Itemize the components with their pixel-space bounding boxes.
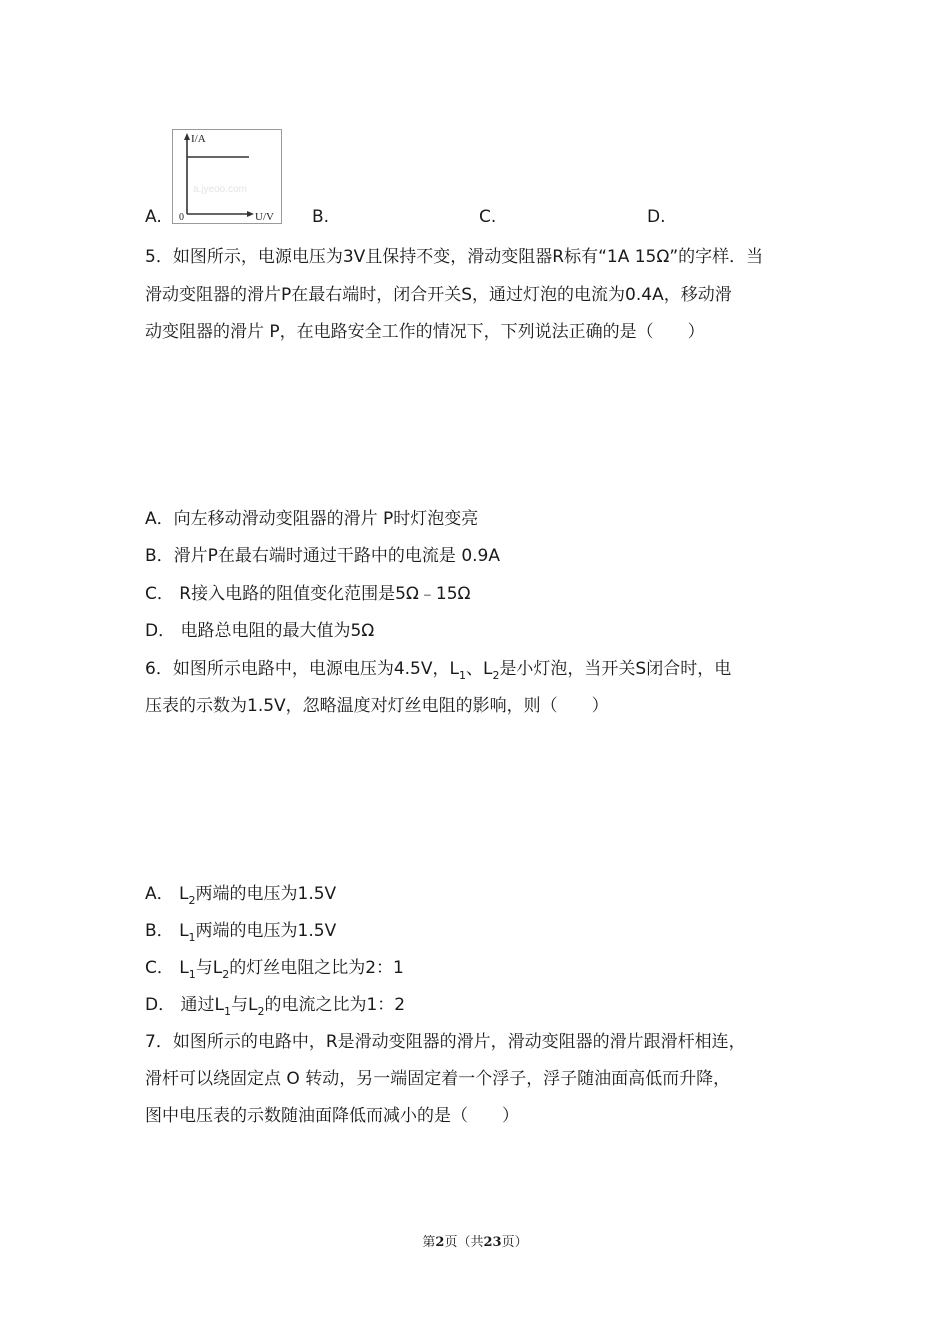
- q5-stem-line-2: 滑动变阻器的滑片P在最右端时，闭合开关S，通过灯泡的电流为0.4A，移动滑: [145, 285, 732, 305]
- q6-c-sub2: 2: [222, 968, 230, 981]
- current-voltage-graph: [173, 130, 283, 225]
- q6-c-suffix: 的灯丝电阻之比为2：1: [229, 958, 404, 978]
- q6-option-a: [145, 883, 336, 905]
- q6-c-mid: 与L: [195, 958, 223, 978]
- x-axis-label: U/V: [255, 211, 274, 223]
- origin-label: 0: [179, 212, 184, 223]
- q6-line1-suffix: 是小灯泡，当开关S闭合时，电: [499, 659, 732, 679]
- watermark-text: a.jyeoo.com: [193, 184, 247, 195]
- q5-option-c: C． R接入电路的阻值变化范围是5Ω﹣15Ω: [145, 584, 471, 604]
- q6-a-sub: 2: [188, 894, 196, 907]
- q4-option-d-label: D.: [647, 207, 666, 227]
- q4-option-c-label: C.: [479, 207, 497, 227]
- q6-d-mid: 与L: [230, 995, 258, 1015]
- q5-option-d: D． 电路总电阻的最大值为5Ω: [145, 621, 375, 641]
- q6-b-sub: 1: [188, 931, 196, 944]
- q6-option-b: [145, 920, 336, 942]
- footer-page-number: 2: [435, 1235, 445, 1250]
- q5-option-b: B．滑片P在最右端时通过干路中的电流是 0.9A: [145, 546, 500, 566]
- q5-stem-line-1: 5．如图所示，电源电压为3V且保持不变，滑动变阻器R标有“1A 15Ω”的字样．当: [145, 247, 764, 267]
- q6-stem-line-2: 压表的示数为1.5V，忽略温度对灯丝电阻的影响，则（ ）: [145, 696, 609, 716]
- q6-line1-sub2: 2: [492, 669, 500, 682]
- q4-option-b-label: B.: [312, 207, 330, 227]
- y-axis-label: I/A: [191, 133, 206, 145]
- q7-stem-line-1: 7．如图所示的电路中，R是滑动变阻器的滑片，滑动变阻器的滑片跟滑杆相连，: [145, 1032, 746, 1052]
- y-axis-arrow-icon: [184, 133, 190, 140]
- q7-stem-line-3: 图中电压表的示数随油面降低而减小的是（ ）: [145, 1106, 519, 1126]
- q6-line1-sub1: 1: [458, 669, 466, 682]
- q6-a-prefix: A． L: [145, 884, 189, 904]
- page-footer: [0, 1231, 950, 1250]
- q6-d-prefix: D． 通过L: [145, 995, 224, 1015]
- q4-option-a-graph: [172, 129, 282, 224]
- q6-stem-line-1: [145, 658, 731, 680]
- q5-stem-line-3: 动变阻器的滑片 P，在电路安全工作的情况下，下列说法正确的是（ ）: [145, 322, 705, 342]
- footer-total-pages: 23: [483, 1235, 502, 1250]
- q6-line1-prefix: 6．如图所示电路中，电源电压为4.5V，L: [145, 659, 459, 679]
- q6-c-sub1: 1: [188, 968, 196, 981]
- q6-d-sub2: 2: [257, 1005, 265, 1018]
- footer-mid: 页（共: [444, 1235, 484, 1250]
- footer-suffix: 页）: [501, 1235, 528, 1250]
- q7-stem-line-2: 滑杆可以绕固定点 O 转动，另一端固定着一个浮子，浮子随油面高低而升降，: [145, 1069, 731, 1089]
- q6-line1-mid: 、L: [465, 659, 493, 679]
- q4-option-a-label: A.: [145, 207, 162, 227]
- q6-d-sub1: 1: [223, 1005, 231, 1018]
- q5-option-a: A．向左移动滑动变阻器的滑片 P时灯泡变亮: [145, 509, 479, 529]
- q6-option-d: [145, 994, 405, 1016]
- x-axis-arrow-icon: [247, 211, 254, 217]
- footer-prefix: 第: [422, 1235, 436, 1250]
- q6-option-c: [145, 957, 404, 979]
- q6-a-suffix: 两端的电压为1.5V: [195, 884, 337, 904]
- q6-d-suffix: 的电流之比为1：2: [264, 995, 406, 1015]
- q6-c-prefix: C． L: [145, 958, 189, 978]
- q6-b-prefix: B． L: [145, 921, 189, 941]
- q6-b-suffix: 两端的电压为1.5V: [195, 921, 337, 941]
